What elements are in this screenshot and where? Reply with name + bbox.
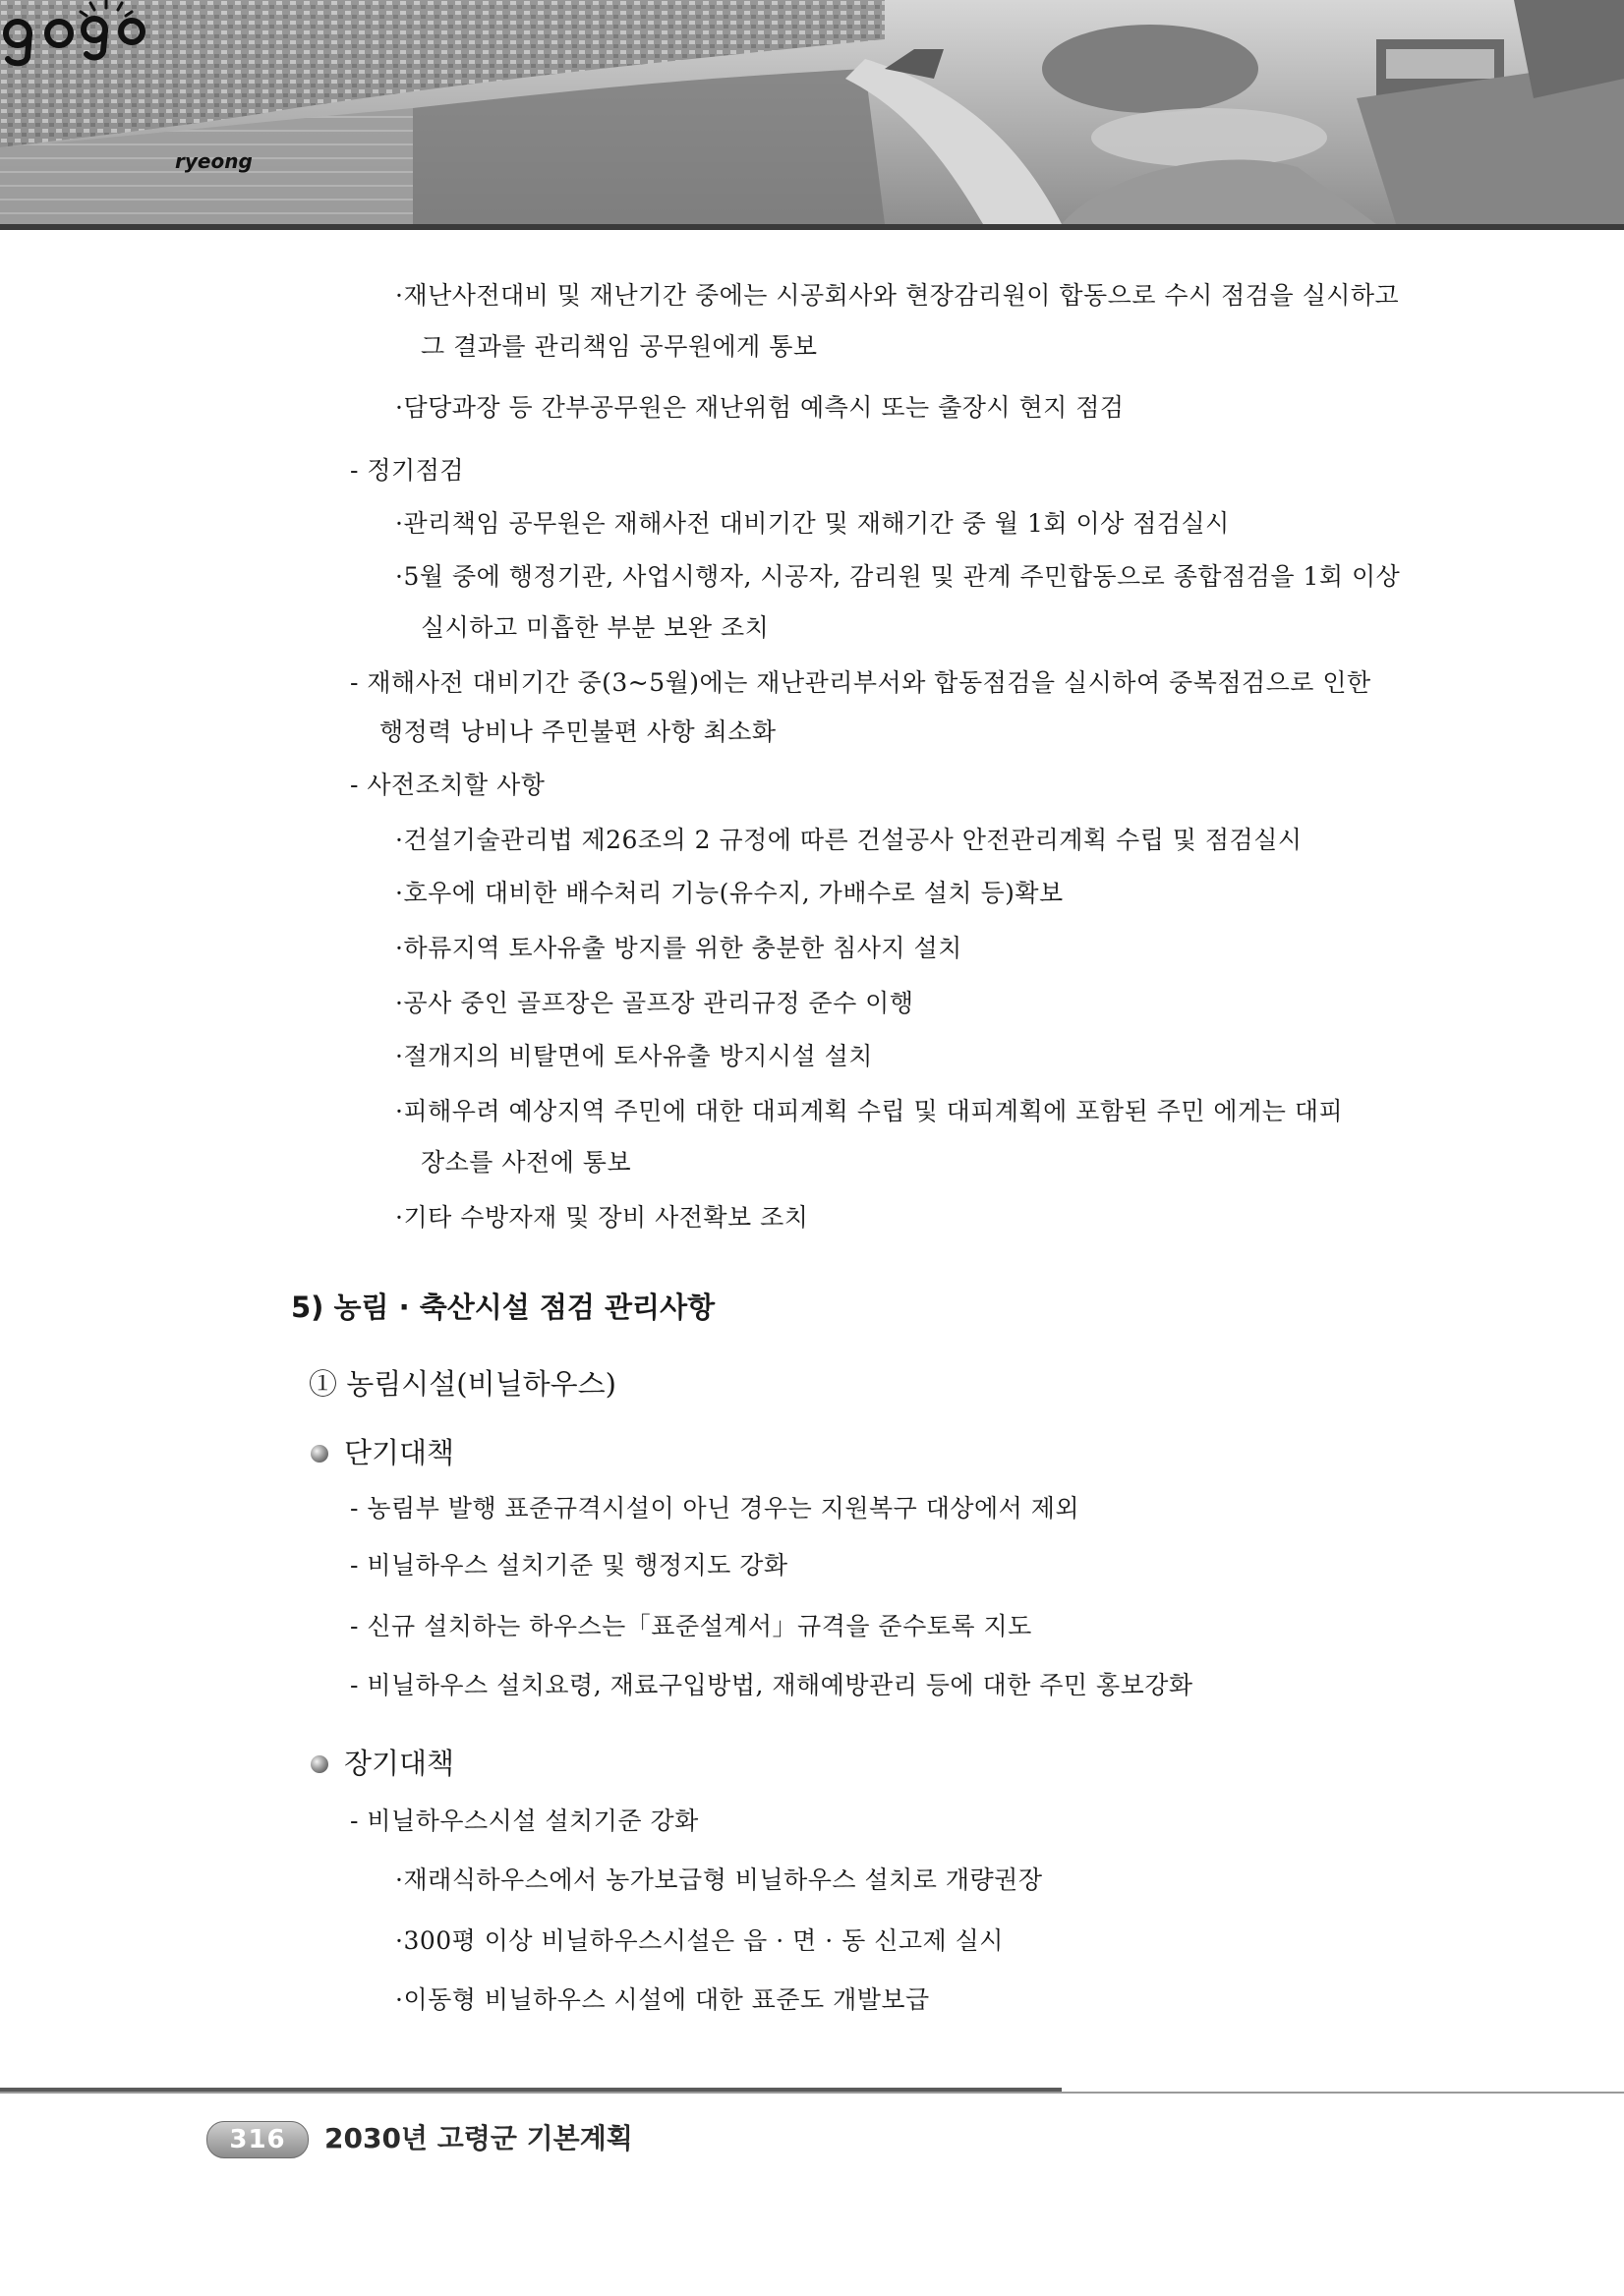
logo-wordmark: ryeong xyxy=(175,149,253,173)
footer-divider xyxy=(0,2092,1624,2094)
short-term-item: - 농림부 발행 표준규격시설이 아닌 경우는 지원복구 대상에서 제외 xyxy=(350,1494,1080,1522)
long-term-item: - 비닐하우스시설 설치기준 강화 xyxy=(350,1807,699,1835)
text-line: - 정기점검 xyxy=(350,456,464,485)
header-banner xyxy=(0,0,1624,224)
text-line: 장소를 사전에 통보 xyxy=(421,1148,632,1177)
text-line: - 사전조치할 사항 xyxy=(350,771,546,799)
text-line: 그 결과를 관리책임 공무원에게 통보 xyxy=(421,332,818,361)
short-term-item: - 비닐하우스 설치요령, 재료구입방법, 재해예방관리 등에 대한 주민 홍보강화 xyxy=(350,1671,1193,1699)
text-line: ·관리책임 공무원은 재해사전 대비기간 및 재해기간 중 월 1회 이상 점검실시 xyxy=(395,509,1230,538)
text-line: ·담당과장 등 간부공무원은 재난위험 예측시 또는 출장시 현지 점검 xyxy=(395,393,1125,422)
sphere-bullet-icon xyxy=(311,1755,328,1773)
text-line: ·공사 중인 골프장은 골프장 관리규정 준수 이행 xyxy=(395,989,914,1017)
footer-title: 2030년 고령군 기본계획 xyxy=(324,2122,633,2154)
text-line: ·5월 중에 행정기관, 사업시행자, 시공자, 감리원 및 관계 주민합동으로 종합점검을 1회 이상 xyxy=(395,562,1401,591)
text-line: 실시하고 미흡한 부분 보완 조치 xyxy=(421,613,770,642)
text-line: ·하류지역 토사유출 방지를 위한 충분한 침사지 설치 xyxy=(395,934,962,962)
short-term-item: - 비닐하우스 설치기준 및 행정지도 강화 xyxy=(350,1551,788,1579)
text-line: ·기타 수방자재 및 장비 사전확보 조치 xyxy=(395,1203,809,1232)
aerial-photo-illustration xyxy=(0,0,1624,224)
section-heading: 5) 농림 · 축산시설 점검 관리사항 xyxy=(291,1291,716,1324)
header-divider xyxy=(0,224,1624,230)
short-term-item: - 신규 설치하는 하우스는「표준설계서」규격을 준수토록 지도 xyxy=(350,1612,1032,1640)
long-term-item: ·재래식하우스에서 농가보급형 비닐하우스 설치로 개량권장 xyxy=(395,1866,1043,1894)
text-line: ·재난사전대비 및 재난기간 중에는 시공회사와 현장감리원이 합동으로 수시 점검을 실시하고 xyxy=(395,281,1400,310)
page-number-badge: 316 xyxy=(206,2121,309,2158)
sphere-bullet-icon xyxy=(311,1445,328,1463)
gogo-goryeong-logo xyxy=(0,0,216,69)
long-term-heading: 장기대책 xyxy=(344,1747,455,1780)
text-line: 행정력 낭비나 주민불편 사항 최소화 xyxy=(379,718,777,746)
text-line: ·호우에 대비한 배수처리 기능(유수지, 가배수로 설치 등)확보 xyxy=(395,879,1064,907)
text-line: ·건설기술관리법 제26조의 2 규정에 따른 건설공사 안전관리계획 수립 및 점검실시 xyxy=(395,826,1303,854)
text-line: ·절개지의 비탈면에 토사유출 방지시설 설치 xyxy=(395,1042,873,1070)
long-term-item: ·이동형 비닐하우스 시설에 대한 표준도 개발보급 xyxy=(395,1985,930,2014)
long-term-item: ·300평 이상 비닐하우스시설은 읍 · 면 · 동 신고제 실시 xyxy=(395,1926,1004,1955)
text-line: - 재해사전 대비기간 중(3~5월)에는 재난관리부서와 합동점검을 실시하여 중복점검으로 인한 xyxy=(350,668,1371,697)
text-line: ·피해우려 예상지역 주민에 대한 대피계획 수립 및 대피계획에 포함된 주민 에게는 대피 xyxy=(395,1097,1344,1125)
subsection-heading: ① 농림시설(비닐하우스) xyxy=(309,1367,616,1401)
short-term-heading: 단기대책 xyxy=(344,1436,455,1469)
